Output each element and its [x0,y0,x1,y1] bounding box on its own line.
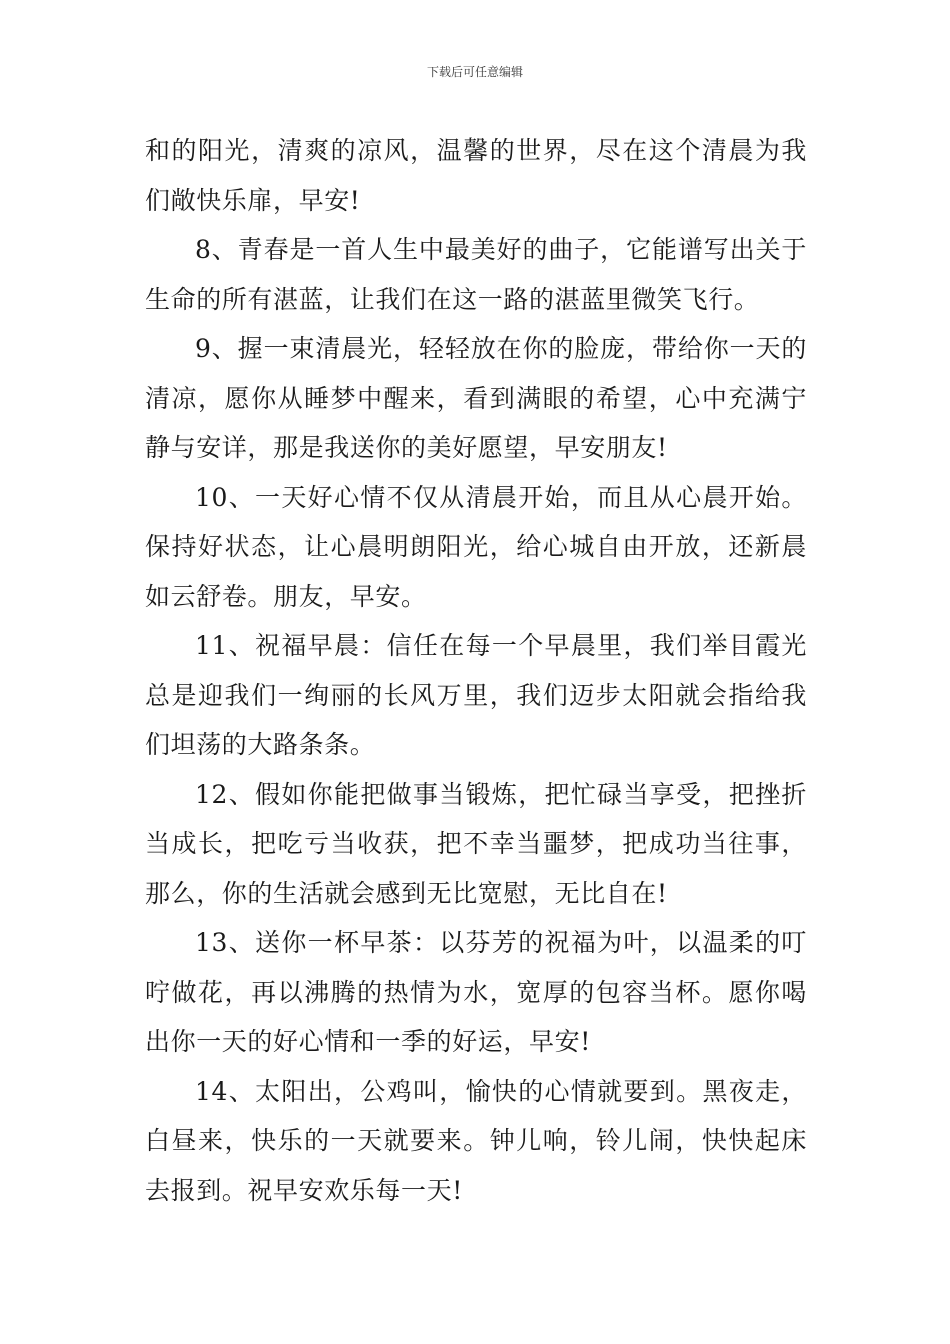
paragraph-9: 9、握一束清晨光，轻轻放在你的脸庞，带给你一天的清凉，愿你从睡梦中醒来，看到满眼的希望，心中充满宁静与安详，那是我送你的美好愿望，早安朋友! [145,334,807,462]
page-header: 下载后可任意编辑 [426,65,523,79]
paragraph-8: 8、青春是一首人生中最美好的曲子，它能谱写出关于生命的所有湛蓝，让我们在这一路的湛蓝里微笑飞行。 [145,235,807,314]
paragraph-continued: 和的阳光，清爽的凉风，温馨的世界，尽在这个清晨为我们敞快乐扉，早安! [145,136,807,215]
paragraph-12: 12、假如你能把做事当锻炼，把忙碌当享受，把挫折当成长，把吃亏当收获，把不幸当噩梦，把成功当往事，那么，你的生活就会感到无比宽慰，无比自在! [145,779,807,908]
paragraph-10: 10、一天好心情不仅从清晨开始，而且从心晨开始。保持好状态，让心晨明朗阳光，给心城自由开放，还新晨如云舒卷。朋友，早安。 [145,482,807,611]
paragraph-13: 13、送你一杯早茶：以芬芳的祝福为叶，以温柔的叮咛做花，再以沸腾的热情为水，宽厚的包容当杯。愿你喝出你一天的好心情和一季的好运，早安! [145,928,807,1056]
paragraph-11: 11、祝福早晨：信任在每一个早晨里，我们举目霞光总是迎我们一绚丽的长风万里，我们迈步太阳就会指给我们坦荡的大路条条。 [145,631,807,759]
paragraph-14: 14、太阳出，公鸡叫，愉快的心情就要到。黑夜走，白昼来，快乐的一天就要来。钟儿响，铃儿闹，快快起床去报到。祝早安欢乐每一天! [145,1076,807,1205]
document-body [145,126,807,1215]
